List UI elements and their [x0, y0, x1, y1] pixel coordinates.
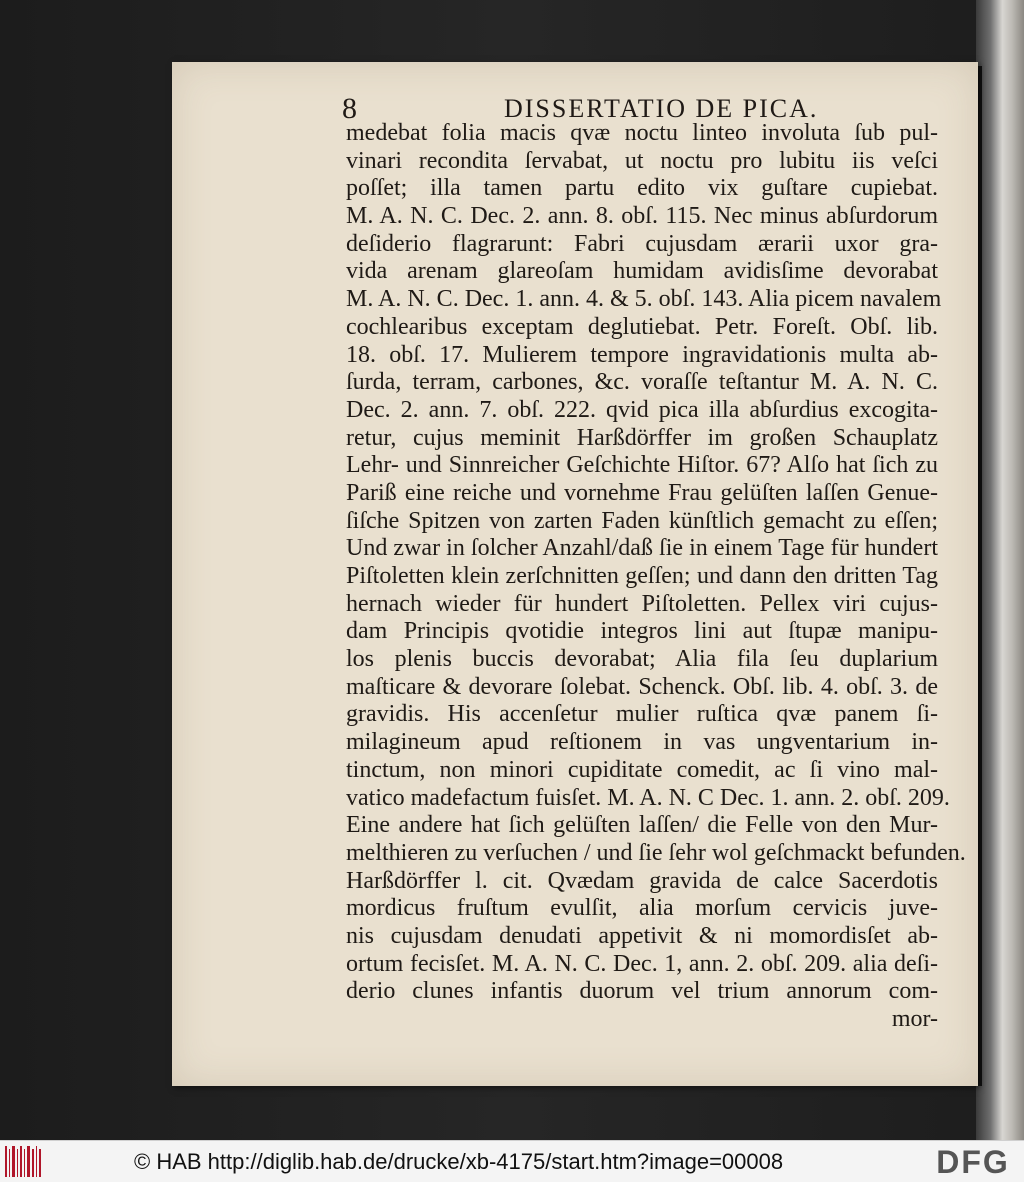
logo-bar: [20, 1146, 22, 1177]
text-line: deſiderio flagrarunt: Fabri cujusdam ærarii uxor gra-: [346, 230, 938, 257]
text-line: maſticare & devorare ſolebat. Schenck. Obſ. lib. 4. obſ. 3. de: [346, 673, 938, 700]
text-line: tinctum, non minori cupiditate comedit, ac ſi vino mal-: [346, 756, 938, 783]
text-line: Piſtoletten klein zerſchnitten geſſen; und dann den dritten Tag: [346, 563, 938, 589]
page-shadow: [978, 66, 982, 1086]
text-line: Pariß eine reiche und vornehme Frau gelüſten laſſen Genue-: [346, 479, 938, 506]
text-line: Harßdörffer l. cit. Qvædam gravida de calce Sacerdotis: [346, 867, 938, 894]
text-line: derio clunes infantis duorum vel trium annorum com-: [346, 978, 938, 1005]
text-line: Dec. 2. ann. 7. obſ. 222. qvid pica illa abſurdius excogita-: [346, 396, 938, 423]
adjacent-page-edge: [976, 0, 1024, 1140]
logo-bar: [9, 1149, 10, 1177]
text-line: ſurda, terram, carbones, &c. voraſſe teſtantur M. A. N. C.: [346, 369, 938, 396]
logo-bar: [12, 1146, 15, 1177]
hab-barcode-logo-icon[interactable]: [4, 1145, 46, 1178]
text-line: los plenis buccis devorabat; Alia fila ſeu duplarium: [346, 646, 938, 673]
logo-bar: [32, 1149, 34, 1177]
logo-bar: [27, 1146, 30, 1177]
dfg-logo-icon[interactable]: [928, 1145, 1018, 1178]
text-line: hernach wieder für hundert Piſtoletten. Pellex viri cujus-: [346, 590, 938, 617]
text-line: melthieren zu verſuchen / und ſie ſehr wol geſchmackt befunden.: [346, 839, 966, 866]
text-line: vatico madefactum fuisſet. M. A. N. C Dec. 1. ann. 2. obſ. 209.: [346, 784, 950, 811]
body-text: [346, 120, 966, 1034]
text-line: dam Principis qvotidie integros lini aut ſtupæ manipu-: [346, 618, 938, 645]
text-line: poſſet; illa tamen partu edito vix guſtare cupiebat.: [346, 175, 938, 202]
logo-bar: [24, 1149, 25, 1177]
logo-bar: [17, 1149, 18, 1177]
text-line: Und zwar in ſolcher Anzahl/daß ſie in einem Tage für hundert: [346, 535, 938, 562]
text-line: M. A. N. C. Dec. 2. ann. 8. obſ. 115. Nec minus abſurdorum: [346, 203, 938, 230]
text-line: mor-: [891, 1006, 938, 1032]
text-line: M. A. N. C. Dec. 1. ann. 4. & 5. obſ. 143. Alia picem navalem: [346, 286, 942, 313]
text-line: gravidis. His accenſetur mulier ruſtica qvæ panem ſi-: [346, 701, 938, 728]
logo-bar: [5, 1146, 7, 1177]
text-line: Eine andere hat ſich gelüſten laſſen/ die Felle von den Mur-: [346, 812, 938, 839]
book-page: [172, 62, 978, 1086]
text-line: retur, cujus meminit Harßdörffer im großen Schauplatz: [346, 424, 938, 451]
footer-bar: [0, 1140, 1024, 1182]
text-line: medebat folia macis qvæ noctu linteo involuta ſub pul-: [346, 120, 938, 146]
text-line: ſiſche Spitzen von zarten Faden künſtlich gemacht zu eſſen;: [346, 507, 938, 534]
text-line: milagineum apud reſtionem in vas ungventarium in-: [346, 729, 938, 756]
svg-text:DFG: DFG: [936, 1145, 1010, 1178]
text-line: mordicus fruſtum evulſit, alia morſum cervicis juve-: [346, 895, 938, 922]
text-line: vinari recondita ſervabat, ut noctu pro lubitu iis veſci: [346, 147, 938, 174]
page-number: 8: [342, 92, 357, 125]
running-title: DISSERTATIO DE PICA.: [504, 94, 819, 123]
logo-bar: [39, 1149, 41, 1177]
text-line: Lehr- und Sinnreicher Geſchichte Hiſtor. 67? Alſo hat ſich zu: [346, 452, 938, 479]
logo-bar: [36, 1146, 37, 1177]
text-line: 18. obſ. 17. Mulierem tempore ingravidationis multa ab-: [346, 341, 938, 368]
text-line: vida arenam glareoſam humidam avidisſime devorabat: [346, 258, 938, 285]
text-line: cochlearibus exceptam deglutiebat. Petr. Foreſt. Obſ. lib.: [346, 313, 938, 340]
text-line: ortum fecisſet. M. A. N. C. Dec. 1, ann. 2. obſ. 209. alia deſi-: [346, 950, 938, 977]
text-line: nis cujusdam denudati appetivit & ni momordisſet ab-: [346, 922, 938, 949]
copyright-url-text[interactable]: © HAB http://diglib.hab.de/drucke/xb-4175/start.htm?image=00008: [134, 1149, 784, 1174]
